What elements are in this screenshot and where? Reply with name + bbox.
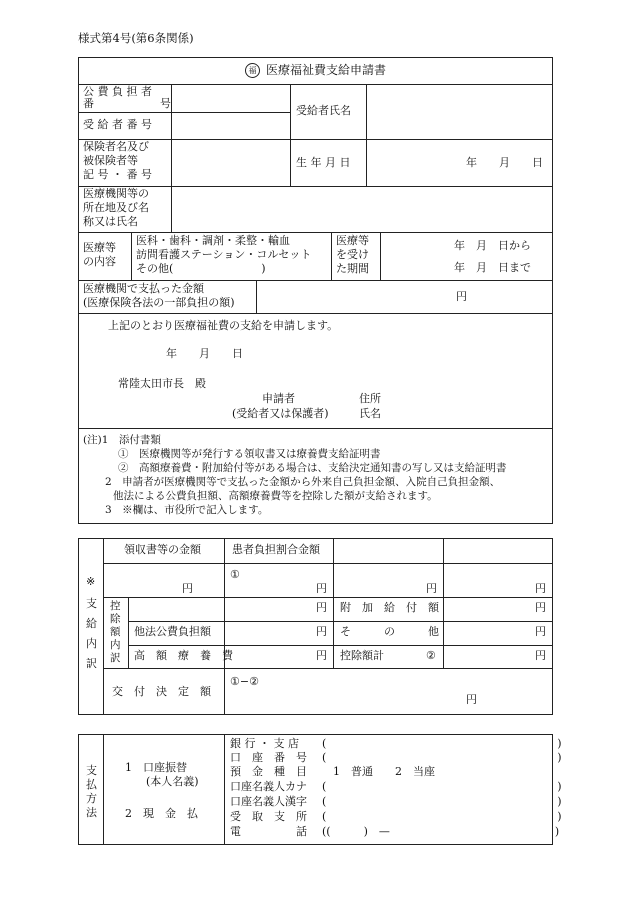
- treatment-type-1[interactable]: 医科・歯科・調剤・柔整・輸血: [136, 234, 290, 247]
- treatment-type-3[interactable]: その他( ): [136, 262, 266, 275]
- detail-side-label-0: ※: [86, 575, 96, 588]
- account-number-field[interactable]: ( ): [322, 751, 562, 764]
- detail-side-label-2: 給: [86, 617, 97, 630]
- method-side-label-0: 支: [86, 764, 97, 777]
- bank-branch-label: 銀 行 ・ 支 店: [230, 737, 299, 750]
- treatment-content-label-1: 医療等: [83, 241, 116, 254]
- note-3: 3 ※欄は、市役所で記入します。: [105, 504, 269, 516]
- period-to[interactable]: 年 月 日まで: [454, 261, 531, 274]
- ratio-yen[interactable]: 円: [316, 582, 327, 595]
- insurer-field[interactable]: [172, 140, 289, 185]
- payer-number-label-2: 番 号: [83, 97, 171, 110]
- recipient-number-field[interactable]: [172, 113, 289, 138]
- col-ratio-header: 患者負担割合金額: [232, 543, 320, 556]
- additional-yen[interactable]: 円: [535, 601, 546, 614]
- welfare-mark-icon: 福: [245, 63, 260, 78]
- method-side-label-2: 方: [86, 792, 97, 805]
- deduction-label-1: 除: [110, 613, 121, 625]
- cash-option[interactable]: 2 現 金 払: [125, 807, 198, 820]
- decision-formula: ①−②: [230, 675, 259, 688]
- receiving-branch-field[interactable]: ( ): [322, 810, 562, 823]
- addressee: 常陸太田市長 殿: [118, 377, 206, 390]
- insurer-label-3: 記 号 ・ 番 号: [83, 168, 152, 181]
- address-label[interactable]: 住所: [359, 392, 381, 405]
- paid-amount-yen[interactable]: 円: [456, 290, 467, 303]
- receipt-yen[interactable]: 円: [182, 582, 193, 595]
- holder-kanji-label: 口座名義人漢字: [230, 795, 307, 808]
- holder-kanji-field[interactable]: ( ): [322, 795, 562, 808]
- insurer-label-1: 保険者名及び: [83, 140, 149, 153]
- col4-yen[interactable]: 円: [535, 582, 546, 595]
- insurer-label-2: 被保険者等: [83, 154, 138, 167]
- deduction-label-3: 内: [110, 639, 121, 651]
- note-1-2: ② 高額療養費・附加給付等がある場合は、支給決定通知書の写し又は支給証明書: [118, 462, 507, 474]
- ratio-circle1: ①: [230, 568, 240, 581]
- phone-field[interactable]: (( ) — ): [322, 825, 560, 838]
- institution-label-3: 称又は氏名: [83, 215, 138, 228]
- treatment-content-label-2: の内容: [83, 255, 116, 268]
- transfer-option[interactable]: 1 口座振替: [125, 761, 187, 774]
- application-statement: 上記のとおり医療福祉費の支給を申請します。: [108, 319, 339, 332]
- period-label-3: た期間: [336, 262, 369, 275]
- holder-kana-label: 口座名義人カナ: [230, 780, 307, 793]
- note-2-line2: 他法による公費負担額、高額療養費等を控除した額が支給されます。: [113, 490, 438, 502]
- method-side-label-1: 払: [86, 778, 97, 791]
- notes-heading: (注)1 添付書類: [83, 434, 161, 446]
- deduction-blank-yen[interactable]: 円: [316, 601, 327, 614]
- institution-field[interactable]: [172, 187, 552, 231]
- phone-label: 電 話: [230, 825, 307, 838]
- birthdate-label: 生 年 月 日: [296, 156, 351, 169]
- deposit-type-label: 預 金 種 目: [230, 765, 307, 778]
- treatment-type-2[interactable]: 訪問看護ステーション・コルセット: [136, 248, 312, 261]
- receiving-branch-label: 受 取 支 所: [230, 810, 307, 823]
- period-from[interactable]: 年 月 日から: [454, 239, 531, 252]
- period-label-1: 医療等: [336, 234, 369, 247]
- detail-side-label-1: 支: [86, 597, 97, 610]
- form-title: 福 医療福祉費支給申請書: [245, 63, 386, 78]
- note-2-line1: 2 申請者が医療機関等で支払った金額から外来自己負担金額、入院自己負担金額、: [105, 476, 501, 488]
- holder-kana-field[interactable]: ( ): [322, 780, 562, 793]
- name-label[interactable]: 氏名: [359, 407, 381, 420]
- note-1-1: ① 医療機関等が発行する領収書又は療養費支給証明書: [118, 448, 381, 460]
- deduction-label-2: 額: [110, 626, 121, 638]
- payer-number-label: 公 費 負 担 者: [83, 85, 152, 98]
- applicant-label: 申請者: [262, 392, 295, 405]
- applicant-sub-label: (受給者又は保護者): [232, 407, 329, 420]
- deposit-type-field[interactable]: 1 普通 2 当座: [322, 765, 435, 778]
- birthdate-value[interactable]: 年 月 日: [466, 156, 543, 169]
- decision-yen[interactable]: 円: [466, 693, 477, 706]
- other-label: そ の 他: [340, 625, 439, 638]
- institution-label-2: 所在地及び名: [83, 201, 149, 214]
- account-number-label: 口 座 番 号: [230, 751, 307, 764]
- decision-label: 交 付 決 定 額: [112, 685, 211, 698]
- other-yen[interactable]: 円: [535, 625, 546, 638]
- high-cost-label: 高 額 療 養 費: [134, 649, 233, 662]
- other-public-yen[interactable]: 円: [316, 625, 327, 638]
- recipient-name-label: 受給者氏名: [296, 104, 351, 117]
- period-label-2: を受け: [336, 248, 369, 261]
- col-receipt-header: 領収書等の金額: [124, 543, 201, 556]
- deduction-label-4: 訳: [110, 652, 121, 664]
- paid-amount-label-2: (医療保険各法の一部負担の額): [83, 296, 235, 309]
- method-side-label-3: 法: [86, 806, 97, 819]
- application-date[interactable]: 年 月 日: [166, 347, 243, 360]
- other-public-label: 他法公費負担額: [134, 625, 211, 638]
- bank-branch-field[interactable]: ( ): [322, 737, 562, 750]
- detail-side-label-3: 内: [86, 637, 97, 650]
- additional-label: 附 加 給 付 額: [340, 601, 439, 614]
- recipient-name-field[interactable]: [367, 85, 552, 138]
- transfer-option-sub: (本人名義): [146, 775, 199, 788]
- col3-yen[interactable]: 円: [426, 582, 437, 595]
- high-cost-yen[interactable]: 円: [316, 649, 327, 662]
- deduction-total-circle2: ②: [426, 649, 436, 662]
- deduction-label-0: 控: [110, 600, 121, 612]
- form-number: 様式第4号(第6条関係): [78, 31, 194, 45]
- institution-label-1: 医療機関等の: [83, 187, 149, 200]
- deduction-total-label: 控除額計: [340, 649, 384, 662]
- payer-number-field[interactable]: [172, 85, 289, 111]
- recipient-number-label: 受 給 者 番 号: [83, 118, 152, 131]
- deduction-total-yen[interactable]: 円: [535, 649, 546, 662]
- detail-side-label-4: 訳: [86, 657, 97, 670]
- paid-amount-label-1: 医療機関で支払った金額: [83, 282, 204, 295]
